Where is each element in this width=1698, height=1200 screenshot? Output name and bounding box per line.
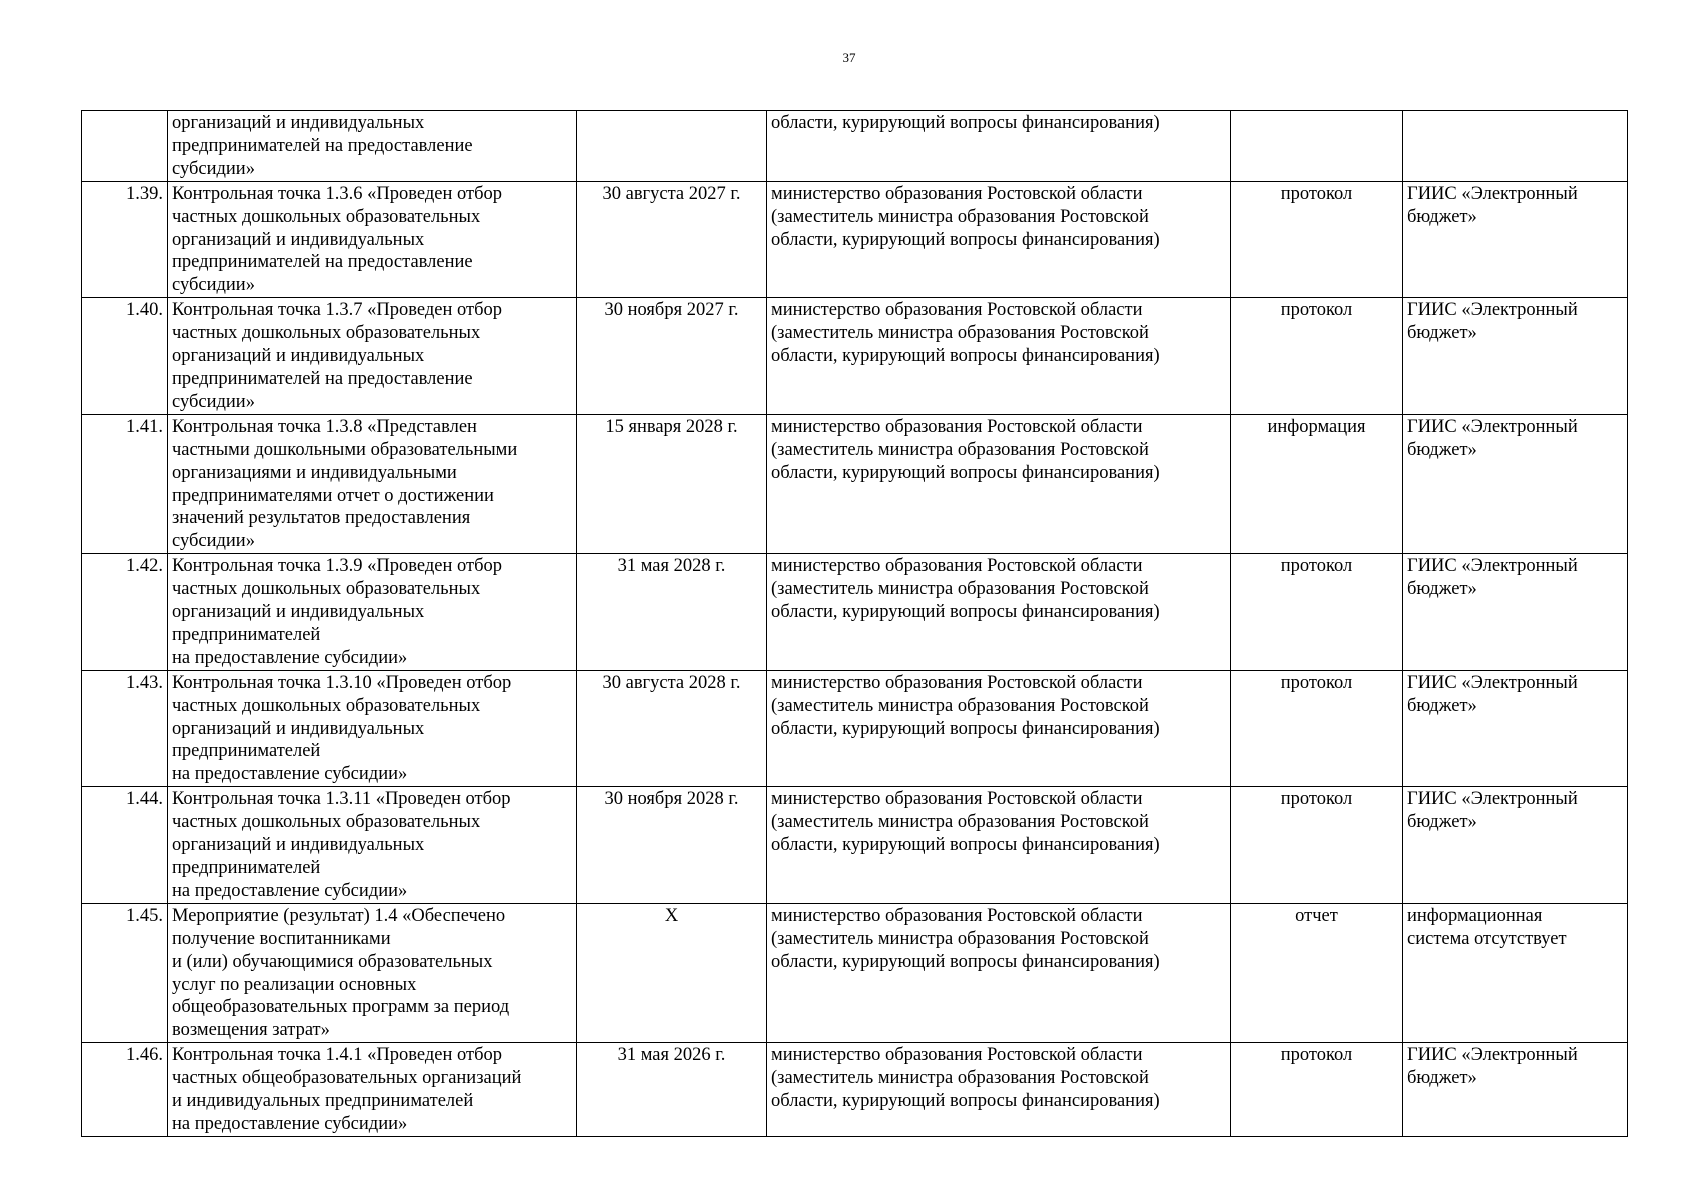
row-document: протокол xyxy=(1231,181,1403,298)
row-date: X xyxy=(577,903,767,1042)
page-number: 37 xyxy=(842,50,856,65)
row-name: Мероприятие (результат) 1.4 «Обеспечено получение воспитанниками и (или) обучающимися образовательных услуг по реализации основных общеобразовательных программ за период возмещения затрат» xyxy=(168,903,577,1042)
row-responsible: министерство образования Ростовской области (заместитель министра образования Ростовской области, курирующий вопросы финансирования) xyxy=(767,787,1231,904)
row-date: 31 мая 2026 г. xyxy=(577,1043,767,1137)
row-system: ГИИС «Электронный бюджет» xyxy=(1403,1043,1628,1137)
row-document xyxy=(1231,111,1403,182)
row-number: 1.46. xyxy=(82,1043,168,1137)
row-name: Контрольная точка 1.3.8 «Представлен частными дошкольными образовательными организациями и индивидуальными предпринимателями отчет о достижении значений результатов предоставления субсидии» xyxy=(168,414,577,553)
row-responsible: министерство образования Ростовской области (заместитель министра образования Ростовской области, курирующий вопросы финансирования) xyxy=(767,1043,1231,1137)
row-number: 1.45. xyxy=(82,903,168,1042)
control-points-table xyxy=(81,110,1628,1137)
row-document: протокол xyxy=(1231,298,1403,415)
table-row xyxy=(82,298,1628,415)
row-name: Контрольная точка 1.3.9 «Проведен отбор частных дошкольных образовательных организаций и индивидуальных предпринимателей на предоставление субсидии» xyxy=(168,554,577,671)
row-date: 31 мая 2028 г. xyxy=(577,554,767,671)
table-row xyxy=(82,554,1628,671)
row-date xyxy=(577,111,767,182)
row-number: 1.39. xyxy=(82,181,168,298)
row-responsible: министерство образования Ростовской области (заместитель министра образования Ростовской области, курирующий вопросы финансирования) xyxy=(767,298,1231,415)
row-system: ГИИС «Электронный бюджет» xyxy=(1403,298,1628,415)
table-row xyxy=(82,670,1628,787)
row-date: 30 ноября 2028 г. xyxy=(577,787,767,904)
table-row xyxy=(82,181,1628,298)
row-number: 1.44. xyxy=(82,787,168,904)
row-responsible: области, курирующий вопросы финансирования) xyxy=(767,111,1231,182)
row-responsible: министерство образования Ростовской области (заместитель министра образования Ростовской области, курирующий вопросы финансирования) xyxy=(767,414,1231,553)
row-date: 30 августа 2028 г. xyxy=(577,670,767,787)
row-name: Контрольная точка 1.4.1 «Проведен отбор частных общеобразовательных организаций и индивидуальных предпринимателей на предоставление субсидии» xyxy=(168,1043,577,1137)
row-system: ГИИС «Электронный бюджет» xyxy=(1403,554,1628,671)
table-row xyxy=(82,414,1628,553)
table-row xyxy=(82,903,1628,1042)
row-document: протокол xyxy=(1231,1043,1403,1137)
row-name: Контрольная точка 1.3.11 «Проведен отбор частных дошкольных образовательных организаций и индивидуальных предпринимателей на предоставление субсидии» xyxy=(168,787,577,904)
row-system: информационная система отсутствует xyxy=(1403,903,1628,1042)
row-responsible: министерство образования Ростовской области (заместитель министра образования Ростовской области, курирующий вопросы финансирования) xyxy=(767,670,1231,787)
row-system: ГИИС «Электронный бюджет» xyxy=(1403,181,1628,298)
row-document: протокол xyxy=(1231,554,1403,671)
row-document: информация xyxy=(1231,414,1403,553)
row-name: Контрольная точка 1.3.7 «Проведен отбор частных дошкольных образовательных организаций и индивидуальных предпринимателей на предоставление субсидии» xyxy=(168,298,577,415)
row-responsible: министерство образования Ростовской области (заместитель министра образования Ростовской области, курирующий вопросы финансирования) xyxy=(767,903,1231,1042)
row-system: ГИИС «Электронный бюджет» xyxy=(1403,414,1628,553)
table-row xyxy=(82,1043,1628,1137)
row-system xyxy=(1403,111,1628,182)
row-number: 1.40. xyxy=(82,298,168,415)
row-responsible: министерство образования Ростовской области (заместитель министра образования Ростовской области, курирующий вопросы финансирования) xyxy=(767,554,1231,671)
row-name: Контрольная точка 1.3.10 «Проведен отбор частных дошкольных образовательных организаций и индивидуальных предпринимателей на предоставление субсидии» xyxy=(168,670,577,787)
row-document: отчет xyxy=(1231,903,1403,1042)
row-number: 1.41. xyxy=(82,414,168,553)
row-document: протокол xyxy=(1231,787,1403,904)
row-date: 15 января 2028 г. xyxy=(577,414,767,553)
row-number: 1.43. xyxy=(82,670,168,787)
table-row xyxy=(82,787,1628,904)
row-document: протокол xyxy=(1231,670,1403,787)
row-system: ГИИС «Электронный бюджет» xyxy=(1403,670,1628,787)
row-responsible: министерство образования Ростовской области (заместитель министра образования Ростовской области, курирующий вопросы финансирования) xyxy=(767,181,1231,298)
row-name: организаций и индивидуальных предпринимателей на предоставление субсидии» xyxy=(168,111,577,182)
row-name: Контрольная точка 1.3.6 «Проведен отбор частных дошкольных образовательных организаций и индивидуальных предпринимателей на предоставление субсидии» xyxy=(168,181,577,298)
table-row xyxy=(82,111,1628,182)
row-date: 30 ноября 2027 г. xyxy=(577,298,767,415)
row-system: ГИИС «Электронный бюджет» xyxy=(1403,787,1628,904)
row-number: 1.42. xyxy=(82,554,168,671)
row-number xyxy=(82,111,168,182)
row-date: 30 августа 2027 г. xyxy=(577,181,767,298)
